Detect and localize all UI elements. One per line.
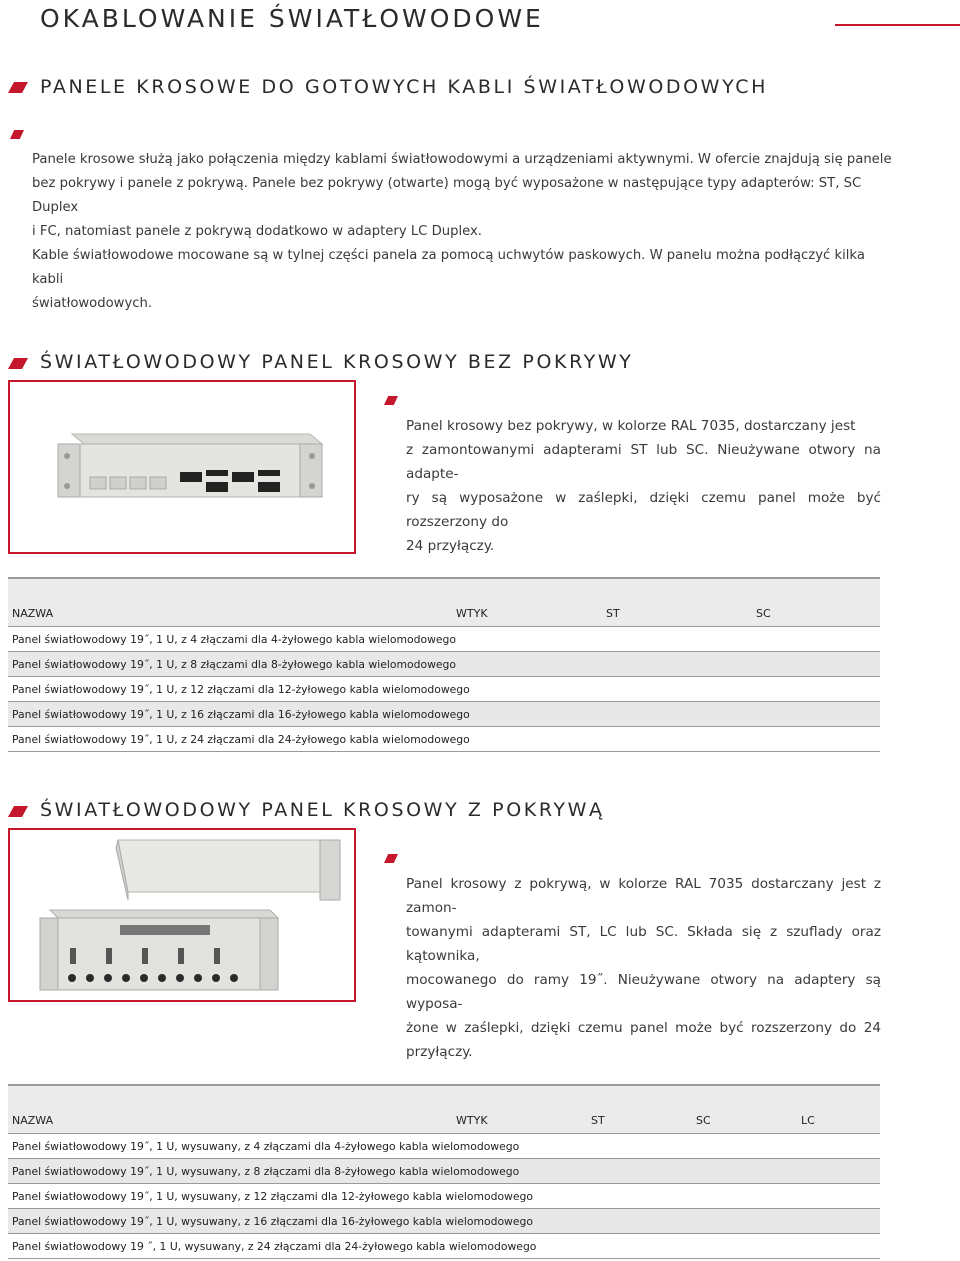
row-name: Panel światłowodowy 19˝, 1 U, wysuwany, z 8 złączami dla 8-żyłowego kabla wielomodowego: [8, 1159, 880, 1184]
description-line: towanymi adapterami ST, LC lub SC. Składa się z szuflady oraz kątownika,: [406, 924, 881, 964]
description-line: mocowanego do ramy 19˝. Nieużywane otwory na adaptery są wyposa-: [406, 972, 881, 1012]
col-header-sc: SC: [752, 578, 880, 627]
description-line: z zamontowanymi adapterami ST lub SC. Nieużywane otwory na adapte-: [406, 442, 881, 482]
section-marker-icon: [8, 358, 28, 369]
section1-intro: [32, 148, 892, 316]
intro-line: Kable światłowodowe mocowane są w tylnej części panela za pomocą uchwytów paskowych. W panelu można podłączyć kilka kabli: [32, 248, 865, 287]
table-header-row: [8, 578, 880, 627]
table-row: [8, 1234, 880, 1259]
intro-line: Panele krosowe służą jako połączenia między kablami światłowodowymi a urządzeniami aktywnymi. W ofercie znajdują się panele: [32, 152, 892, 167]
col-header-name: NAZWA: [8, 1085, 452, 1134]
table-header-row: [8, 1085, 880, 1134]
covered-panel-image: [8, 828, 356, 1002]
table-row: [8, 627, 880, 652]
description-line: żone w zaślepki, dzięki czemu panel może być rozszerzony do 24 przyłączy.: [406, 1020, 881, 1060]
open-patch-panel-illustration: [10, 382, 354, 552]
open-panel-table: [8, 577, 880, 752]
col-header-name: NAZWA: [8, 578, 452, 627]
row-name: Panel światłowodowy 19 ˝, 1 U, wysuwany, z 24 złączami dla 24-żyłowego kabla wielomodowego: [8, 1234, 880, 1259]
intro-line: bez pokrywy i panele z pokrywą. Panele bez pokrywy (otwarte) mogą być wyposażone w następujące typy adapterów: ST, SC Duplex: [32, 176, 862, 215]
section2-title: ŚWIATŁOWODOWY PANEL KROSOWY BEZ POKRYWY: [40, 351, 634, 373]
col-header-lc: LC: [797, 1085, 880, 1134]
bullet-marker-icon: [384, 854, 398, 863]
table-row: [8, 702, 880, 727]
description-line: Panel krosowy bez pokrywy, w kolorze RAL 7035, dostarczany jest: [406, 418, 856, 434]
title-rule: [835, 24, 960, 26]
row-name: Panel światłowodowy 19˝, 1 U, z 8 złączami dla 8-żyłowego kabla wielomodowego: [8, 652, 880, 677]
row-name: Panel światłowodowy 19˝, 1 U, wysuwany, z 12 złączami dla 12-żyłowego kabla wielomodowego: [8, 1184, 880, 1209]
table-row: [8, 1184, 880, 1209]
row-name: Panel światłowodowy 19˝, 1 U, z 12 złączami dla 12-żyłowego kabla wielomodowego: [8, 677, 880, 702]
covered-panel-table: [8, 1084, 880, 1259]
intro-line: światłowodowych.: [32, 296, 153, 311]
col-header-st: ST: [587, 1085, 692, 1134]
row-name: Panel światłowodowy 19˝, 1 U, z 16 złączami dla 16-żyłowego kabla wielomodowego: [8, 702, 880, 727]
col-header-sc: SC: [692, 1085, 797, 1134]
table-row: [8, 1209, 880, 1234]
description-line: Panel krosowy z pokrywą, w kolorze RAL 7035 dostarczany jest z zamon-: [406, 876, 881, 916]
table-row: [8, 1134, 880, 1159]
section3-description: [406, 872, 881, 1064]
description-line: 24 przyłączy.: [406, 538, 495, 554]
intro-line: i FC, natomiast panele z pokrywą dodatkowo w adaptery LC Duplex.: [32, 224, 483, 239]
col-header-plug: WTYK: [452, 1085, 587, 1134]
row-name: Panel światłowodowy 19˝, 1 U, z 4 złączami dla 4-żyłowego kabla wielomodowego: [8, 627, 880, 652]
bullet-marker-icon: [384, 396, 398, 405]
covered-patch-panel-illustration: [10, 830, 354, 1000]
row-name: Panel światłowodowy 19˝, 1 U, wysuwany, z 4 złączami dla 4-żyłowego kabla wielomodowego: [8, 1134, 880, 1159]
table-row: [8, 677, 880, 702]
section2-description: [406, 414, 881, 558]
section3-title: ŚWIATŁOWODOWY PANEL KROSOWY Z POKRYWĄ: [40, 799, 605, 821]
description-line: ry są wyposażone w zaślepki, dzięki czemu panel może być rozszerzony do: [406, 490, 881, 530]
open-panel-image: [8, 380, 356, 554]
table-row: [8, 652, 880, 677]
table-row: [8, 727, 880, 752]
row-name: Panel światłowodowy 19˝, 1 U, z 24 złączami dla 24-żyłowego kabla wielomodowego: [8, 727, 880, 752]
row-name: Panel światłowodowy 19˝, 1 U, wysuwany, z 16 złączami dla 16-żyłowego kabla wielomodowego: [8, 1209, 880, 1234]
page-title: OKABLOWANIE ŚWIATŁOWODOWE: [40, 4, 544, 33]
col-header-st: ST: [602, 578, 752, 627]
bullet-marker-icon: [10, 130, 24, 139]
section-marker-icon: [8, 82, 28, 93]
table-row: [8, 1159, 880, 1184]
section-marker-icon: [8, 806, 28, 817]
col-header-plug: WTYK: [452, 578, 602, 627]
section1-title: PANELE KROSOWE DO GOTOWYCH KABLI ŚWIATŁOWODOWYCH: [40, 76, 768, 98]
